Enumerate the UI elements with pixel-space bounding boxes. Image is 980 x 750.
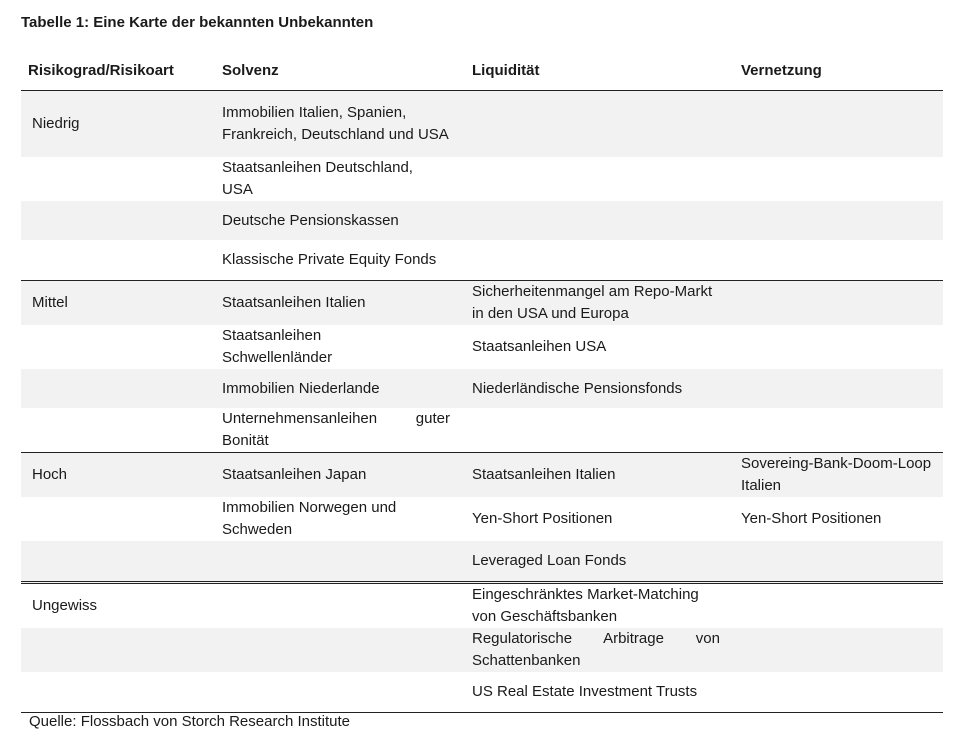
- risk-table: [21, 52, 943, 712]
- header-liquidity: Liquidität: [472, 62, 540, 79]
- table-row: [21, 369, 943, 408]
- solvency-cell: Staatsanleihen Italien: [222, 294, 366, 311]
- interconnectedness-cell: Yen-Short Positionen: [741, 510, 882, 527]
- table-caption: Tabelle 1: Eine Karte der bekannten Unbekannten: [21, 14, 374, 31]
- table-row: [21, 281, 943, 325]
- liquidity-cell: Leveraged Loan Fonds: [472, 552, 627, 569]
- solvency-cell: Staatsanleihen Deutschland, USA: [222, 159, 413, 198]
- header-solvency: Solvenz: [222, 62, 279, 79]
- risk-level-cell: Mittel: [32, 294, 68, 311]
- solvency-cell: Staatsanleihen Schwellenländer: [222, 327, 333, 366]
- risk-level-cell: Ungewiss: [32, 597, 98, 614]
- liquidity-cell: Eingeschränktes Market-Matching von Geschäftsbanken: [472, 586, 699, 625]
- table-row: [21, 628, 943, 672]
- solvency-cell: Staatsanleihen Japan: [222, 466, 367, 483]
- liquidity-cell: Staatsanleihen Italien: [472, 466, 616, 483]
- table-row: [21, 497, 943, 541]
- source-note: Quelle: Flossbach von Storch Research Institute: [29, 713, 350, 730]
- liquidity-cell: US Real Estate Investment Trusts: [472, 683, 698, 700]
- header-interconnectedness: Vernetzung: [741, 62, 822, 79]
- liquidity-cell: Staatsanleihen USA: [472, 338, 607, 355]
- solvency-cell: Unternehmensanleihen guter Bonität: [222, 410, 450, 449]
- table-row: [21, 584, 943, 628]
- solvency-cell: Immobilien Norwegen und Schweden: [222, 499, 397, 538]
- table-row: [21, 325, 943, 369]
- table-row: [21, 672, 943, 712]
- table-row: [21, 157, 943, 201]
- table-row: [21, 201, 943, 240]
- liquidity-cell: Niederländische Pensionsfonds: [472, 379, 683, 397]
- liquidity-cell: Sicherheitenmangel am Repo-Markt in den USA und Europa: [472, 283, 713, 322]
- solvency-cell: Deutsche Pensionskassen: [222, 211, 399, 229]
- solvency-cell: Immobilien Italien, Spanien, Frankreich, Deutschland und USA: [222, 104, 449, 143]
- table-row: [21, 240, 943, 281]
- risk-level-cell: Hoch: [32, 466, 68, 483]
- risk-level-cell: Niedrig: [32, 115, 80, 132]
- table-row: [21, 91, 943, 157]
- table-row: [21, 453, 943, 497]
- table-header-row: [21, 52, 943, 91]
- header-risk-level: Risikograd/Risikoart: [28, 62, 174, 79]
- solvency-cell: Klassische Private Equity Fonds: [222, 251, 437, 268]
- liquidity-cell: Yen-Short Positionen: [472, 510, 613, 527]
- solvency-cell: Immobilien Niederlande: [222, 379, 380, 397]
- table-row: [21, 541, 943, 584]
- interconnectedness-cell: Sovereing-Bank-Doom-Loop Italien: [741, 455, 932, 494]
- liquidity-cell: Regulatorische Arbitrage von Schattenbanken: [472, 630, 720, 669]
- table-row: [21, 408, 943, 453]
